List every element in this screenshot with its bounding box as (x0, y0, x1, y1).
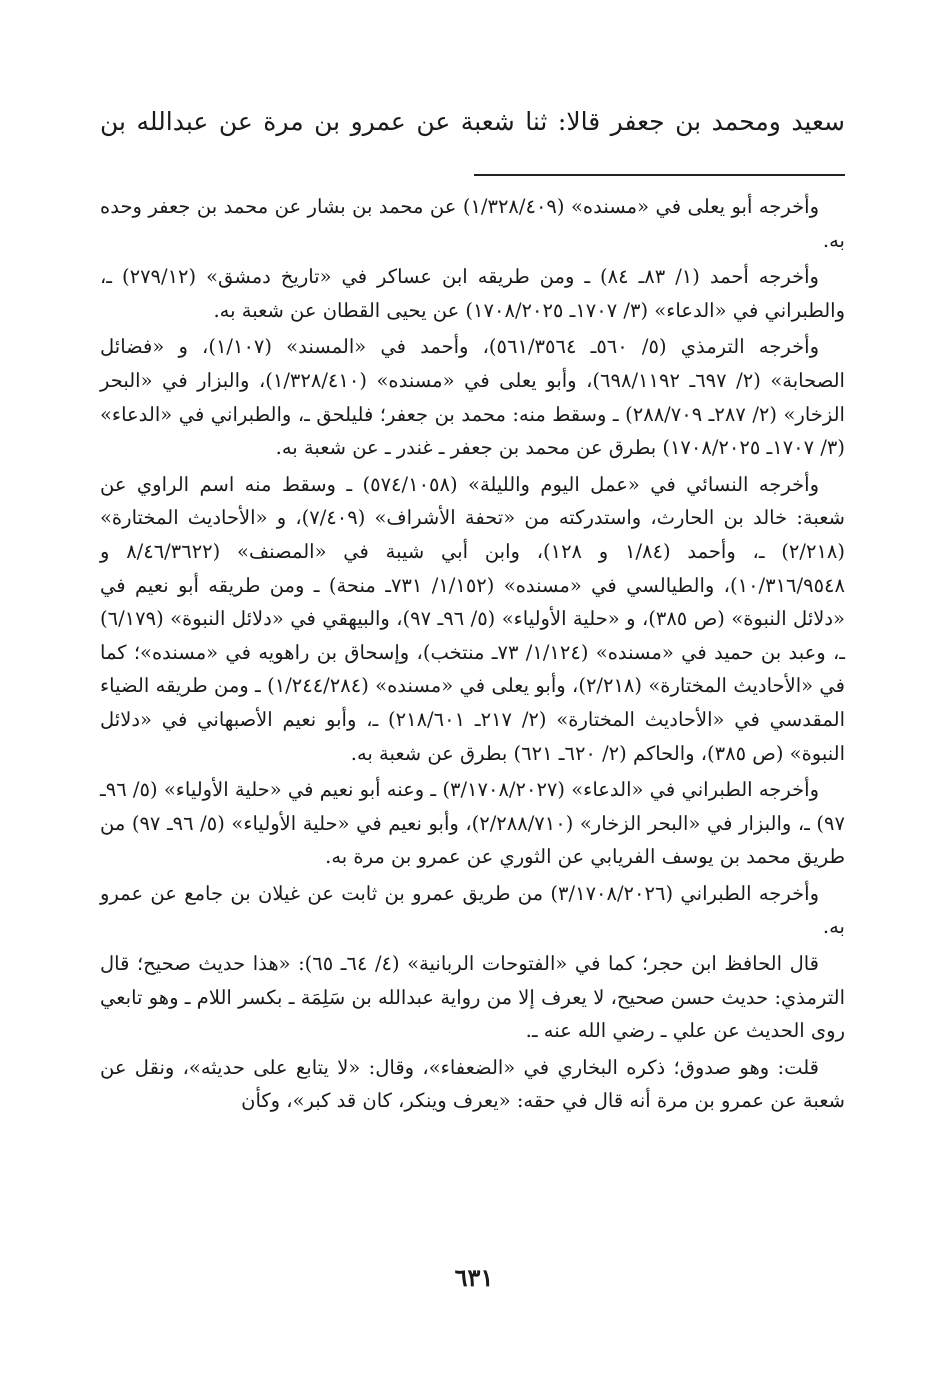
footnote-paragraph: وأخرجه الطبراني في «الدعاء» (٣/١٧٠٨/٢٠٢٧) ـ وعنه أبو نعيم في «حلية الأولياء» (٥/ ٩٦ـ ٩٧) ـ، والبزار في «البحر الزخار» (٢/٢٨٨/٧١٠)، وأبو نعيم في «حلية الأولياء» (٥/ ٩٦ـ ٩٧) من طريق محمد بن يوسف الفريابي عن الثوري عن عمرو بن مرة به. (100, 778, 845, 869)
footnotes-section (100, 190, 845, 1121)
footnote-paragraph: وأخرجه النسائي في «عمل اليوم والليلة» (٥٧٤/١٠٥٨) ـ وسقط منه اسم الراوي عن شعبة: خالد بن الحارث، واستدركته من «تحفة الأشراف» (٧/٤٠٩)، و «الأحاديث المختارة» (٢/٢١٨) ـ، وأحمد (١/٨٤ و ١٢٨)، وابن أبي شيبة في «المصنف» (٨/٤٦/٣٦٢٢ و ١٠/٣١٦/٩٥٤٨)، والطيالسي في «مسنده» (١/١٥٢/ ٧٣١ـ منحة) ـ ومن طريقه أبو نعيم في «دلائل النبوة» (ص ٣٨٥)، و «حلية الأولياء» (٥/ ٩٦ـ ٩٧)، والبيهقي في «دلائل النبوة» (٦/١٧٩) ـ، وعبد بن حميد في «مسنده» (١/١٢٤/ ٧٣ـ منتخب)، وإسحاق بن راهويه في «مسنده»؛ كما في «الأحاديث المختارة» (٢/٢١٨)، وأبو يعلى في «مسنده» (١/٢٤٤/٢٨٤) ـ ومن طريقه الضياء المقدسي في «الأحاديث المختارة» (٢/ ٢١٧ـ ٢١٨/٦٠١) ـ، وأبو نعيم الأصبهاني في «دلائل النبوة» (ص ٣٨٥)، والحاكم (٢/ ٦٢٠ـ ٦٢١) بطرق عن شعبة به. (100, 472, 845, 765)
footnote-paragraph: قال الحافظ ابن حجر؛ كما في «الفتوحات الربانية» (٤/ ٦٤ـ ٦٥): «هذا حديث صحيح؛ قال الترمذي: حديث حسن صحيح، لا يعرف إلا من رواية عبدالله بن سَلِمَة ـ بكسر اللام ـ وهو تابعي روى الحديث عن علي ـ رضي الله عنه ـ. (100, 952, 845, 1043)
main-text-line: سعيد ومحمد بن جعفر قالا: ثنا شعبة عن عمرو بن مرة عن عبدالله بن (100, 107, 845, 136)
footnote-separator (474, 174, 845, 176)
footnote-paragraph: قلت: وهو صدوق؛ ذكره البخاري في «الضعفاء»، وقال: «لا يتابع على حديثه»، ونقل عن شعبة عن عمرو بن مرة أنه قال في حقه: «يعرف وينكر، كان قد كبر»، وكأن (100, 1055, 845, 1113)
page-number: ٦٣١ (454, 1263, 494, 1292)
footnote-paragraph: وأخرجه الطبراني (٣/١٧٠٨/٢٠٢٦) من طريق عمرو بن ثابت عن غيلان بن جامع عن عمرو به. (100, 881, 845, 939)
footnote-paragraph: وأخرجه أبو يعلى في «مسنده» (١/٣٢٨/٤٠٩) عن محمد بن بشار عن محمد بن جعفر وحده به. (100, 195, 845, 252)
footnote-paragraph: وأخرجه الترمذي (٥/ ٥٦٠ـ ٥٦١/٣٥٦٤)، وأحمد في «المسند» (١/١٠٧)، و «فضائل الصحابة» (٢/ ٦٩٧ـ ٦٩٨/١١٩٢)، وأبو يعلى في «مسنده» (١/٣٢٨/٤١٠)، والبزار في «البحر الزخار» (٢/ ٢٨٧ـ ٢٨٨/٧٠٩) ـ وسقط منه: محمد بن جعفر؛ فليلحق ـ، والطبراني في «الدعاء» (٣/ ١٧٠٧ـ ١٧٠٨/٢٠٢٥) بطرق عن محمد بن جعفر ـ غندر ـ عن شعبة به. (100, 335, 845, 460)
footnote-paragraph: وأخرجه أحمد (١/ ٨٣ـ ٨٤) ـ ومن طريقه ابن عساكر في «تاريخ دمشق» (٢٧٩/١٢) ـ، والطبراني في «الدعاء» (٣/ ١٧٠٧ـ ١٧٠٨/٢٠٢٥) عن يحيى القطان عن شعبة به. (100, 265, 845, 322)
